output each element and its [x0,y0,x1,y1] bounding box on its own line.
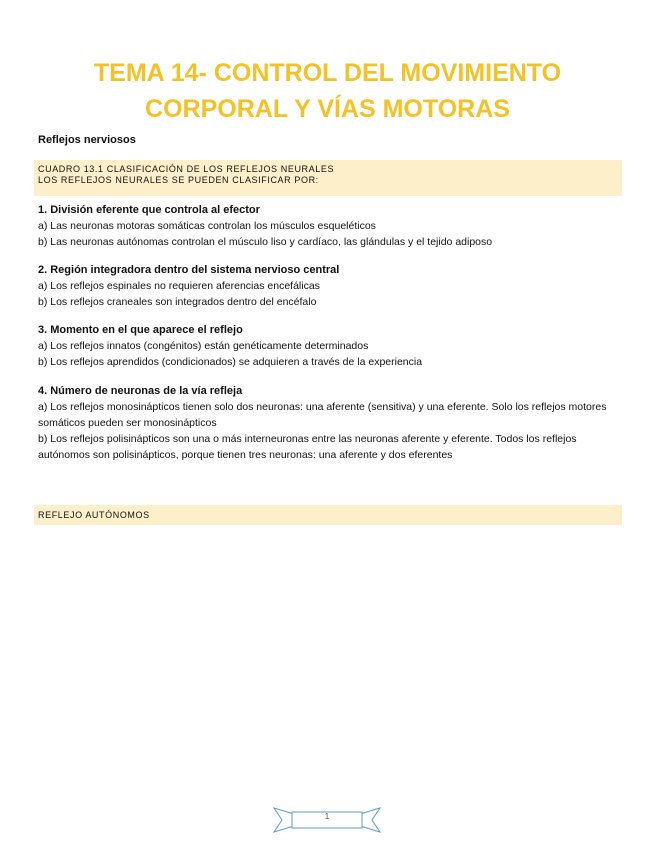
title-line-1: TEMA 14- CONTROL DEL MOVIMIENTO [93,59,562,87]
section-heading: 1. División eferente que controla al efector [38,204,260,216]
section-item: b) Las neuronas autónomas controlan el músculo liso y cardíaco, las glándulas y el tejido adiposo [38,236,493,248]
title-line-2: CORPORAL Y VÍAS MOTORAS [145,95,510,123]
section-item: a) Los reflejos espinales no requieren aferencias encefálicas [38,280,320,292]
box-line-2: LOS REFLEJOS NEURALES SE PUEDEN CLASIFICAR POR: [38,175,319,185]
section-item: b) Los reflejos polisinápticos son una o más interneuronas entre las neuronas aferente y eferente. Todos los reflejos autónomos son polisinápticos, porque tienen tres neuronas: una aferente y dos eferentes [38,433,577,461]
document-title [0,55,655,127]
section-integrating-region [38,262,628,310]
section-item: b) Los reflejos craneales son integrados dentro del encéfalo [38,296,317,308]
section-heading: 4. Número de neuronas de la vía refleja [38,385,243,397]
autonomic-reflex-box: REFLEJO AUTÓNOMOS [34,505,622,525]
section-item: a) Los reflejos innatos (congénitos) están genéticamente determinados [38,340,369,352]
section-item: a) Los reflejos monosinápticos tienen solo dos neuronas: una aferente (sensitiva) y una eferente. Solo los reflejos motores somáticos pueden ser monosinápticos [38,401,607,429]
page-number: 1 [324,812,330,821]
section-item: b) Los reflejos aprendidos (condicionados) se adquieren a través de la experiencia [38,356,423,368]
section-neuron-count [38,383,628,463]
section-heading: 2. Región integradora dentro del sistema nervioso central [38,264,340,276]
section-subtitle: Reflejos nerviosos [38,134,136,146]
section-heading: 3. Momento en el que aparece el reflejo [38,324,243,336]
page-footer [272,804,382,834]
classification-box [34,160,622,196]
section-item: a) Las neuronas motoras somáticas controlan los músculos esqueléticos [38,220,376,232]
section-efferent-division [38,202,628,250]
box-line-1: CUADRO 13.1 CLASIFICACIÓN DE LOS REFLEJOS NEURALES [38,164,335,174]
section-reflex-timing [38,322,628,370]
